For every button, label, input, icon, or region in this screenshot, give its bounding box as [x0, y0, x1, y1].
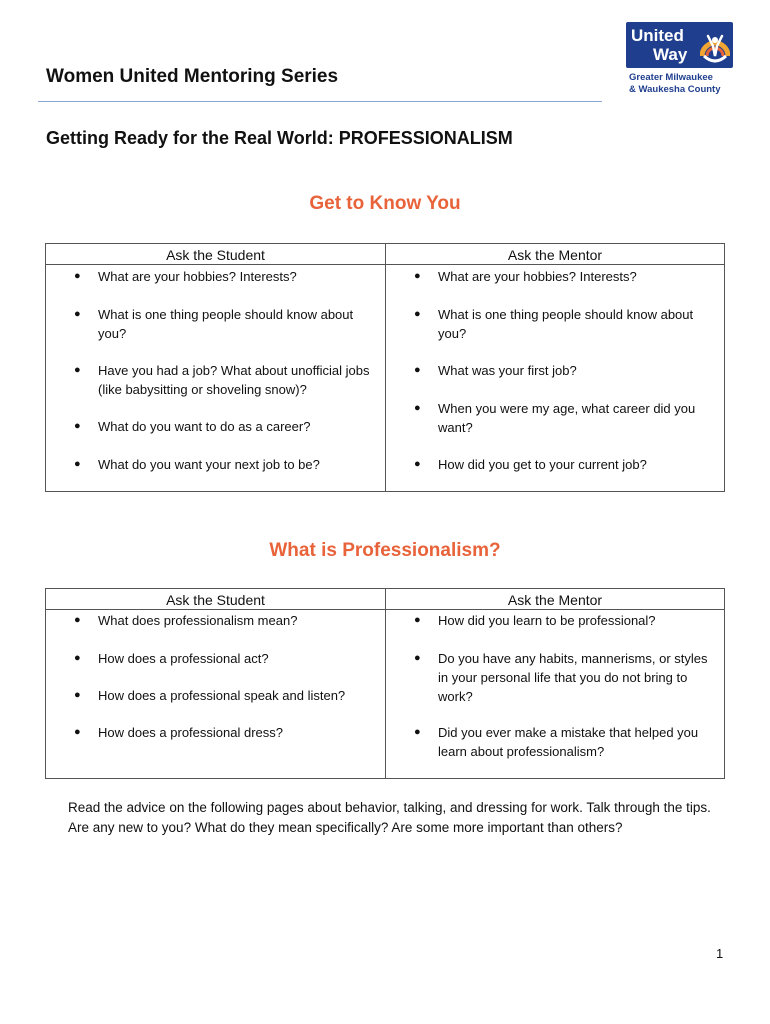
bullet-icon: ●	[74, 308, 81, 320]
column-header-divider	[46, 264, 385, 265]
question-text: How does a professional speak and listen?	[98, 688, 346, 703]
hand-person-rainbow-icon	[700, 26, 730, 68]
question-text: How did you get to your current job?	[438, 457, 647, 472]
bullet-icon: ●	[74, 458, 81, 470]
bullet-icon: ●	[414, 364, 421, 376]
logo-region-line-1: Greater Milwaukee	[629, 72, 713, 83]
column-header-student: Ask the Student	[166, 247, 265, 263]
document-title: Getting Ready for the Real World: PROFESSIONALISM	[46, 128, 513, 148]
series-title: Women United Mentoring Series	[46, 66, 339, 87]
bullet-icon: ●	[414, 652, 421, 664]
question-table-professionalism	[45, 588, 725, 779]
question-text: What are your hobbies? Interests?	[438, 269, 637, 284]
bullet-icon: ●	[414, 458, 421, 470]
question-text: Do you have any habits, mannerisms, or styles in your personal life that you do not bring to work?	[438, 651, 708, 704]
column-header-divider	[386, 264, 724, 265]
column-header-student: Ask the Student	[166, 592, 265, 608]
bullet-icon: ●	[414, 402, 421, 414]
logo-box	[626, 22, 733, 68]
question-text: When you were my age, what career did you want?	[438, 401, 696, 435]
question-text: How does a professional act?	[98, 651, 269, 666]
bullet-icon: ●	[74, 614, 81, 626]
column-header-mentor: Ask the Mentor	[507, 247, 603, 263]
bullet-icon: ●	[74, 652, 81, 664]
logo-region-line-2: & Waukesha County	[629, 84, 721, 95]
question-text: What are your hobbies? Interests?	[98, 269, 297, 284]
logo-word-united: United	[631, 26, 684, 45]
question-text: What is one thing people should know about you?	[438, 307, 694, 341]
question-text: What do you want to do as a career?	[98, 419, 311, 434]
question-text: Have you had a job? What about unofficial jobs (like babysitting or shoveling snow)?	[98, 363, 370, 397]
section-heading-get-to-know-you: Get to Know You	[309, 193, 461, 214]
question-text: What was your first job?	[438, 363, 577, 378]
bullet-icon: ●	[414, 308, 421, 320]
student-column	[46, 589, 385, 778]
bullet-icon: ●	[74, 420, 81, 432]
bullet-icon: ●	[414, 270, 421, 282]
advice-paragraph: Read the advice on the following pages about behavior, talking, and dressing for work. Talk through the tips. Are any new to you? What do they mean specifically? Are some more important than others?	[68, 800, 711, 835]
question-text: How does a professional dress?	[98, 725, 283, 740]
united-way-logo	[626, 20, 738, 100]
mentor-column	[385, 244, 724, 491]
page-number: 1	[716, 946, 724, 961]
header-divider	[38, 101, 602, 102]
question-text: What does professionalism mean?	[98, 613, 298, 628]
section-heading-what-is-professionalism: What is Professionalism?	[269, 540, 501, 561]
question-text: What is one thing people should know about you?	[98, 307, 354, 341]
column-header-divider	[46, 609, 385, 610]
bullet-icon: ●	[74, 689, 81, 701]
logo-region	[629, 72, 721, 96]
column-header-divider	[386, 609, 724, 610]
mentor-column	[385, 589, 724, 778]
question-text: What do you want your next job to be?	[98, 457, 320, 472]
column-header-mentor: Ask the Mentor	[507, 592, 603, 608]
question-table-get-to-know-you	[45, 243, 725, 492]
question-text: Did you ever make a mistake that helped you learn about professionalism?	[438, 725, 699, 759]
bullet-icon: ●	[74, 726, 81, 738]
logo-word-way: Way	[653, 45, 688, 64]
bullet-icon: ●	[74, 364, 81, 376]
bullet-icon: ●	[74, 270, 81, 282]
question-text: How did you learn to be professional?	[438, 613, 656, 628]
bullet-icon: ●	[414, 726, 421, 738]
student-column	[46, 244, 385, 491]
bullet-icon: ●	[414, 614, 421, 626]
